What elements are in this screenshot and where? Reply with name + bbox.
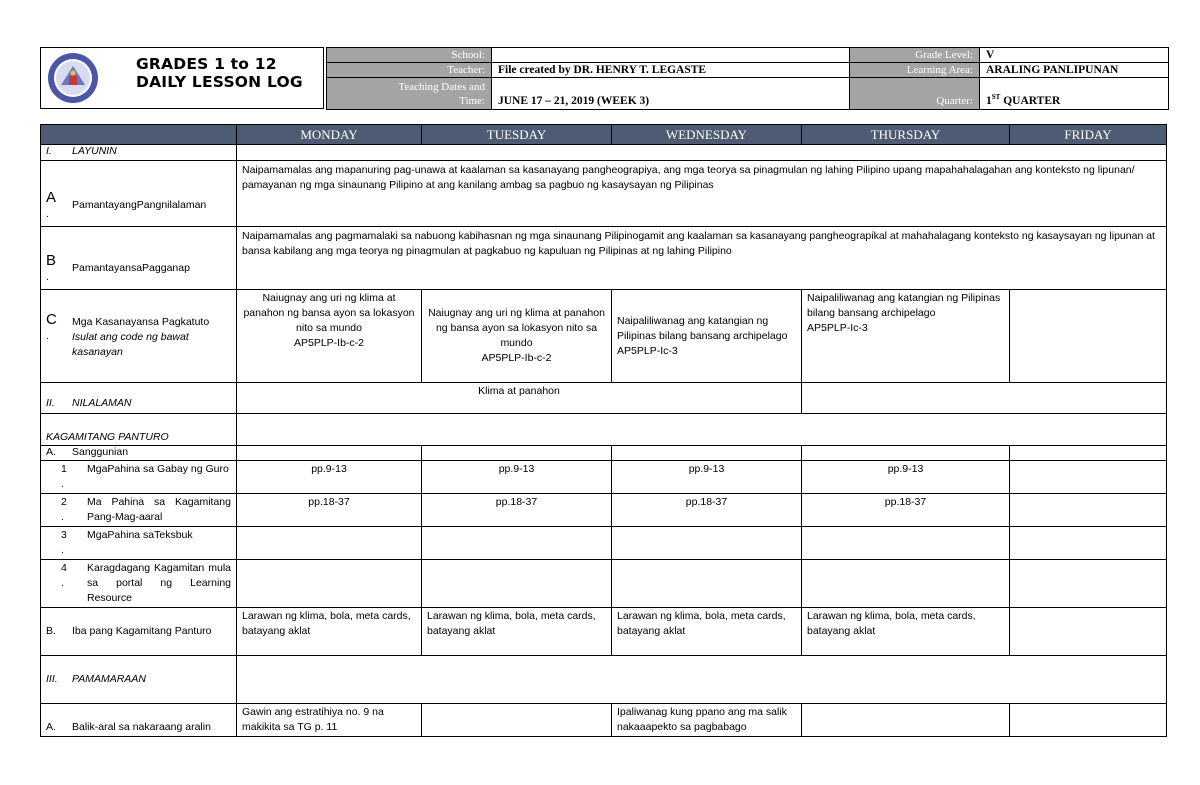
row-a-text: PamantayangPangnilalaman (72, 199, 207, 211)
row-c-thu-text: Naipaliliwanag ang katangian ng Pilipinas bilang bansang archipelago (807, 292, 1001, 319)
sanggunian-num: A. (46, 446, 56, 458)
iba-row (41, 608, 1167, 656)
ref-4-label (41, 560, 237, 608)
ref-2-text: Ma Pahina sa Kagamitang Pang-Mag-aaral (87, 496, 231, 523)
row-a-letter: A (46, 189, 57, 206)
layunin-row (41, 145, 1167, 161)
row-b-dot: . (46, 271, 49, 283)
title-line-2: DAILY LESSON LOG (136, 73, 303, 91)
balik-row (41, 704, 1167, 737)
ref-4-wed (612, 560, 802, 608)
ref-1-tue: pp.9-13 (422, 461, 612, 494)
pamamaraan-num: III. (46, 673, 58, 685)
sanggunian-row (41, 446, 1167, 461)
teaching-dates-label-line2: Time: (459, 94, 485, 107)
row-b-label (41, 227, 237, 290)
row-c-wed-code: AP5PLP-Ic-3 (617, 344, 678, 357)
ref-2-wed: pp.18-37 (612, 494, 802, 527)
layunin-content (237, 145, 1167, 161)
balik-fri (1010, 704, 1167, 737)
balik-label (41, 704, 237, 737)
kagamitan-content (237, 414, 1167, 446)
iba-thu: Larawan ng klima, bola, meta cards, batayang aklat (802, 608, 1010, 656)
nilalaman-row (41, 383, 1167, 414)
row-c-tue-code: AP5PLP-Ib-c-2 (481, 352, 552, 364)
ref-3-fri (1010, 527, 1167, 560)
ref-3-dot: . (61, 544, 64, 556)
ref-row-2 (41, 494, 1167, 527)
balik-wed: Ipaliwanag kung ppano ang ma salik nakaaapekto sa pagbabago (612, 704, 802, 737)
iba-label (41, 608, 237, 656)
iba-wed: Larawan ng klima, bola, meta cards, batayang aklat (612, 608, 802, 656)
ref-1-label (41, 461, 237, 494)
row-b-content: Naipamamalas ang pagmamalaki sa nabuong kabihasnan ng mga sinaunang Pilipinogamit ang kaalaman sa kasanayang pangheograpikal at mahahalagang konteksto ng kasaysayan ng lipunan at bansa kabilang ang mga teorya ng pinagmulan at pagkabuo ng kapuluan ng Pilipinas at ng lahing Pilipino (237, 227, 1167, 290)
grade-level-value: V (980, 48, 1169, 63)
nilalaman-num: II. (46, 397, 55, 409)
quarter-rest: QUARTER (1000, 95, 1061, 107)
ref-1-text: MgaPahina sa Gabay ng Guro (87, 463, 229, 475)
teaching-dates-label (327, 78, 492, 110)
ref-row-4 (41, 560, 1167, 608)
teacher-label: Teacher: (327, 63, 492, 78)
pamamaraan-text: PAMAMARAAN (72, 673, 146, 685)
teaching-dates-label-line1: Teaching Dates and (398, 80, 485, 93)
row-c-label (41, 290, 237, 383)
layunin-num: I. (46, 145, 52, 157)
iba-num: B. (46, 625, 56, 637)
row-c-friday (1010, 290, 1167, 383)
row-c (41, 290, 1167, 383)
ref-4-fri (1010, 560, 1167, 608)
row-b (41, 227, 1167, 290)
teacher-value: File created by DR. HENRY T. LEGASTE (492, 63, 850, 78)
ref-3-mon (237, 527, 422, 560)
ref-1-dot: . (61, 478, 64, 490)
iba-text: Iba pang Kagamitang Panturo (72, 625, 212, 637)
deped-seal-icon (47, 52, 99, 104)
row-c-letter: C (46, 311, 57, 328)
balik-num: A. (46, 721, 56, 733)
ref-2-label (41, 494, 237, 527)
quarter-num: 1 (986, 95, 992, 107)
row-c-thu-code: AP5PLP-Ic-3 (807, 322, 868, 334)
ref-1-mon: pp.9-13 (237, 461, 422, 494)
row-a-dot: . (46, 208, 49, 220)
row-c-wednesday (612, 290, 802, 383)
quarter-sup: ST (991, 93, 1001, 102)
quarter-value (980, 78, 1169, 110)
title-line-1: GRADES 1 to 12 (136, 55, 277, 73)
ref-2-num: 2 (61, 496, 67, 508)
ref-2-tue: pp.18-37 (422, 494, 612, 527)
row-c-monday (237, 290, 422, 383)
ref-4-dot: . (61, 577, 64, 589)
ref-4-thu (802, 560, 1010, 608)
balik-text: Balik-aral sa nakaraang aralin (72, 721, 211, 733)
iba-mon: Larawan ng klima, bola, meta cards, batayang aklat (237, 608, 422, 656)
days-header-row (41, 125, 1167, 145)
ref-2-thu: pp.18-37 (802, 494, 1010, 527)
balik-mon: Gawin ang estratihiya no. 9 na makikita sa TG p. 11 (237, 704, 422, 737)
balik-thu (802, 704, 1010, 737)
row-c-thursday (802, 290, 1010, 383)
ref-1-wed: pp.9-13 (612, 461, 802, 494)
ref-3-text: MgaPahina saTeksbuk (87, 529, 193, 541)
row-c-wed-text: Naipaliliwanag ang katangian ng Pilipinas bilang bansang archipelago (617, 314, 788, 342)
row-a (41, 161, 1167, 227)
row-c-sublabel: Isulat ang code ng bawat kasanayan (72, 331, 189, 358)
pamamaraan-row (41, 656, 1167, 704)
row-c-tue-text: Naiugnay ang uri ng klima at panahon ng bansa ayon sa lokasyon nito sa mundo (428, 307, 605, 349)
day-wednesday: WEDNESDAY (612, 125, 802, 145)
school-value (492, 48, 850, 63)
ref-3-thu (802, 527, 1010, 560)
header-title-box (40, 47, 324, 109)
nilalaman-text: NILALAMAN (72, 397, 132, 409)
day-friday: FRIDAY (1010, 125, 1167, 145)
nilalaman-right (802, 383, 1167, 414)
header-info-table (326, 47, 1169, 110)
kagamitan-row (41, 414, 1167, 446)
ref-2-mon: pp.18-37 (237, 494, 422, 527)
learning-area-value: ARALING PANLIPUNAN (980, 63, 1169, 78)
row-c-dot: . (46, 330, 49, 342)
ref-4-num: 4 (61, 562, 67, 574)
ref-2-dot: . (61, 511, 64, 523)
sanggunian-tue (422, 446, 612, 461)
sanggunian-thu (802, 446, 1010, 461)
grade-level-label: Grade Level: (850, 48, 980, 63)
nilalaman-content: Klima at panahon (237, 383, 802, 414)
row-b-letter: B (46, 252, 57, 269)
row-b-text: PamantayansaPagganap (72, 262, 190, 274)
ref-3-wed (612, 527, 802, 560)
days-header-blank (41, 125, 237, 145)
sanggunian-mon (237, 446, 422, 461)
row-c-text: Mga Kasanayansa Pagkatuto (72, 316, 210, 328)
ref-1-fri (1010, 461, 1167, 494)
learning-area-label: Learning Area: (850, 63, 980, 78)
layunin-text: LAYUNIN (72, 145, 117, 157)
sanggunian-wed (612, 446, 802, 461)
school-label: School: (327, 48, 492, 63)
ref-3-num: 3 (61, 529, 67, 541)
ref-row-1 (41, 461, 1167, 494)
day-tuesday: TUESDAY (422, 125, 612, 145)
page-title (136, 55, 303, 91)
balik-tue (422, 704, 612, 737)
iba-fri (1010, 608, 1167, 656)
day-monday: MONDAY (237, 125, 422, 145)
iba-tue: Larawan ng klima, bola, meta cards, batayang aklat (422, 608, 612, 656)
sanggunian-text: Sanggunian (72, 446, 129, 458)
pamamaraan-label (41, 656, 237, 704)
ref-1-num: 1 (61, 463, 67, 475)
teaching-dates-value: JUNE 17 – 21, 2019 (WEEK 3) (492, 78, 850, 110)
ref-2-fri (1010, 494, 1167, 527)
ref-row-3 (41, 527, 1167, 560)
ref-4-tue (422, 560, 612, 608)
sanggunian-label (41, 446, 237, 461)
ref-3-label (41, 527, 237, 560)
ref-1-thu: pp.9-13 (802, 461, 1010, 494)
pamamaraan-content (237, 656, 1167, 704)
sanggunian-fri (1010, 446, 1167, 461)
layunin-label (41, 145, 237, 161)
row-c-mon-text: Naiugnay ang uri ng klima at panahon ng bansa ayon sa lokasyon nito sa mundo (243, 292, 415, 334)
row-c-mon-code: AP5PLP-Ib-c-2 (293, 337, 365, 349)
ref-3-tue (422, 527, 612, 560)
row-c-tuesday (422, 290, 612, 383)
quarter-label: Quarter: (850, 78, 980, 110)
ref-4-mon (237, 560, 422, 608)
ref-4-text: Karagdagang Kagamitan mula sa portal ng Learning Resource (87, 562, 231, 604)
kagamitan-label: KAGAMITANG PANTURO (41, 414, 237, 446)
row-a-label (41, 161, 237, 227)
nilalaman-label (41, 383, 237, 414)
lesson-log-table (40, 124, 1167, 737)
row-a-content: Naipamamalas ang mapanuring pag-unawa at kaalaman sa kasanayang pangheograpiya, ang mga teorya sa pinagmulan ng lahing Pilipino upang mapahahalagahan ang konteksto ng lipunan/ pamayanan ng mga sinaunang Pilipino at ang kanilang ambag sa pagbuo ng kasaysayan ng Pilipinas (237, 161, 1167, 227)
day-thursday: THURSDAY (802, 125, 1010, 145)
